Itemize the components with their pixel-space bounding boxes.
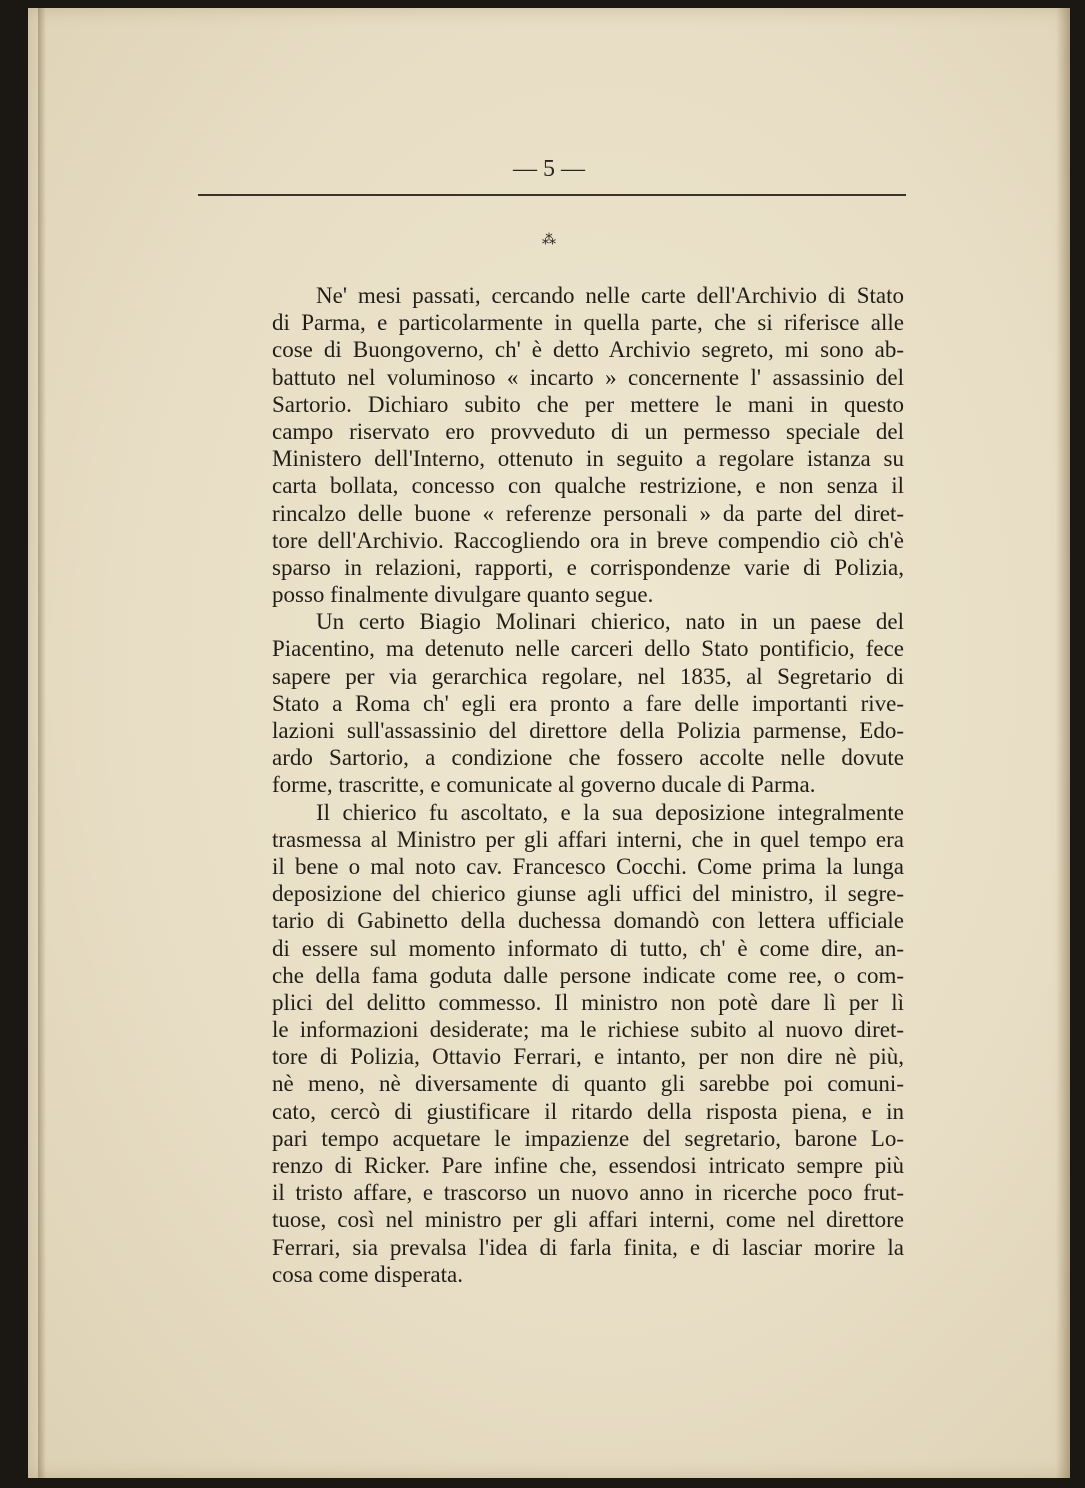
text-line: lazioni sull'assassinio del direttore della Polizia parmense, Edo- [272, 718, 904, 743]
text-line: pari tempo acquetare le impazienze del segretario, barone Lo- [272, 1125, 904, 1151]
header-rule [198, 194, 906, 196]
page-number: — 5 — [513, 156, 585, 182]
page-edge-shadow [1056, 8, 1070, 1478]
text-line: posso finalmente divulgare quanto segue. [272, 582, 654, 608]
text-line: Ferrari, sia prevalsa l'idea di farla finita, e di lasciar morire la [272, 1234, 904, 1260]
book-page [28, 8, 1070, 1478]
text-line: deposizione del chierico giunse agli uffici del ministro, il segre- [272, 881, 904, 907]
body-text [228, 282, 904, 1288]
asterism-separator: ⁂ [542, 232, 556, 248]
text-line: Piacentino, ma detenuto nelle carceri dello Stato pontificio, fece [272, 636, 904, 662]
text-line: nè meno, nè diversamente di quanto gli sarebbe poi comuni- [272, 1071, 904, 1097]
text-line: tuose, così nel ministro per gli affari interni, come nel direttore [272, 1207, 904, 1233]
paragraph-2 [228, 608, 904, 798]
text-line: sparso in relazioni, rapporti, e corrispondenze varie di Polizia, [272, 554, 904, 580]
text-line: Stato a Roma ch' egli era pronto a fare delle importanti rive- [272, 690, 904, 716]
text-line: trasmessa al Ministro per gli affari interni, che in quel tempo era [272, 826, 904, 852]
text-line: di essere sul momento informato di tutto, ch' è come dire, an- [272, 935, 904, 961]
text-line: Il chierico fu ascoltato, e la sua deposizione integralmente [316, 799, 904, 825]
page-gutter-shadow [38, 8, 46, 1478]
text-line: Sartorio. Dichiaro subito che per mettere le mani in questo [272, 391, 904, 417]
paragraph-1 [228, 282, 904, 608]
text-line: tario di Gabinetto della duchessa domandò con lettera ufficiale [272, 908, 904, 934]
text-line: tore dell'Archivio. Raccogliendo ora in breve compendio ciò ch'è [272, 527, 904, 553]
text-line: cato, cercò di giustificare il ritardo della risposta piena, e in [272, 1098, 904, 1124]
text-line: sapere per via gerarchica regolare, nel 1835, al Segretario di [272, 663, 904, 689]
text-line: il tristo affare, e trascorso un nuovo anno in ricerche poco frut- [272, 1180, 904, 1206]
text-line: di Parma, e particolarmente in quella parte, che si riferisce alle [272, 310, 904, 336]
text-line: Ne' mesi passati, cercando nelle carte dell'Archivio di Stato [316, 283, 904, 308]
text-line: tore di Polizia, Ottavio Ferrari, e intanto, per non dire nè più, [272, 1044, 904, 1070]
text-line: il bene o mal noto cav. Francesco Cocchi. Come prima la lunga [272, 853, 904, 879]
text-line: battuto nel voluminoso « incarto » concernente l' assassinio del [272, 364, 904, 390]
text-line: plici del delitto commesso. Il ministro non potè dare lì per lì [272, 989, 904, 1015]
text-line: campo riservato ero provveduto di un permesso speciale del [272, 418, 904, 444]
text-line: le informazioni desiderate; ma le richiese subito al nuovo diret- [272, 1017, 904, 1043]
paragraph-3 [228, 799, 904, 1288]
text-line: rincalzo delle buone « referenze personali » da parte del diret- [272, 500, 904, 526]
text-line: renzo di Ricker. Pare infine che, essendosi intricato sempre più [272, 1153, 904, 1178]
text-line: cose di Buongoverno, ch' è detto Archivio segreto, mi sono ab- [272, 337, 904, 363]
text-line: cosa come disperata. [272, 1261, 463, 1287]
text-line: Un certo Biagio Molinari chierico, nato in un paese del [316, 609, 904, 635]
text-line: forme, trascritte, e comunicate al governo ducale di Parma. [272, 772, 816, 798]
text-line: carta bollata, concesso con qualche restrizione, e non senza il [272, 473, 904, 499]
text-line: Ministero dell'Interno, ottenuto in seguito a regolare istanza su [272, 446, 904, 472]
text-line: ardo Sartorio, a condizione che fossero accolte nelle dovute [272, 745, 904, 771]
text-line: che della fama goduta dalle persone indicate come ree, o com- [272, 962, 904, 988]
